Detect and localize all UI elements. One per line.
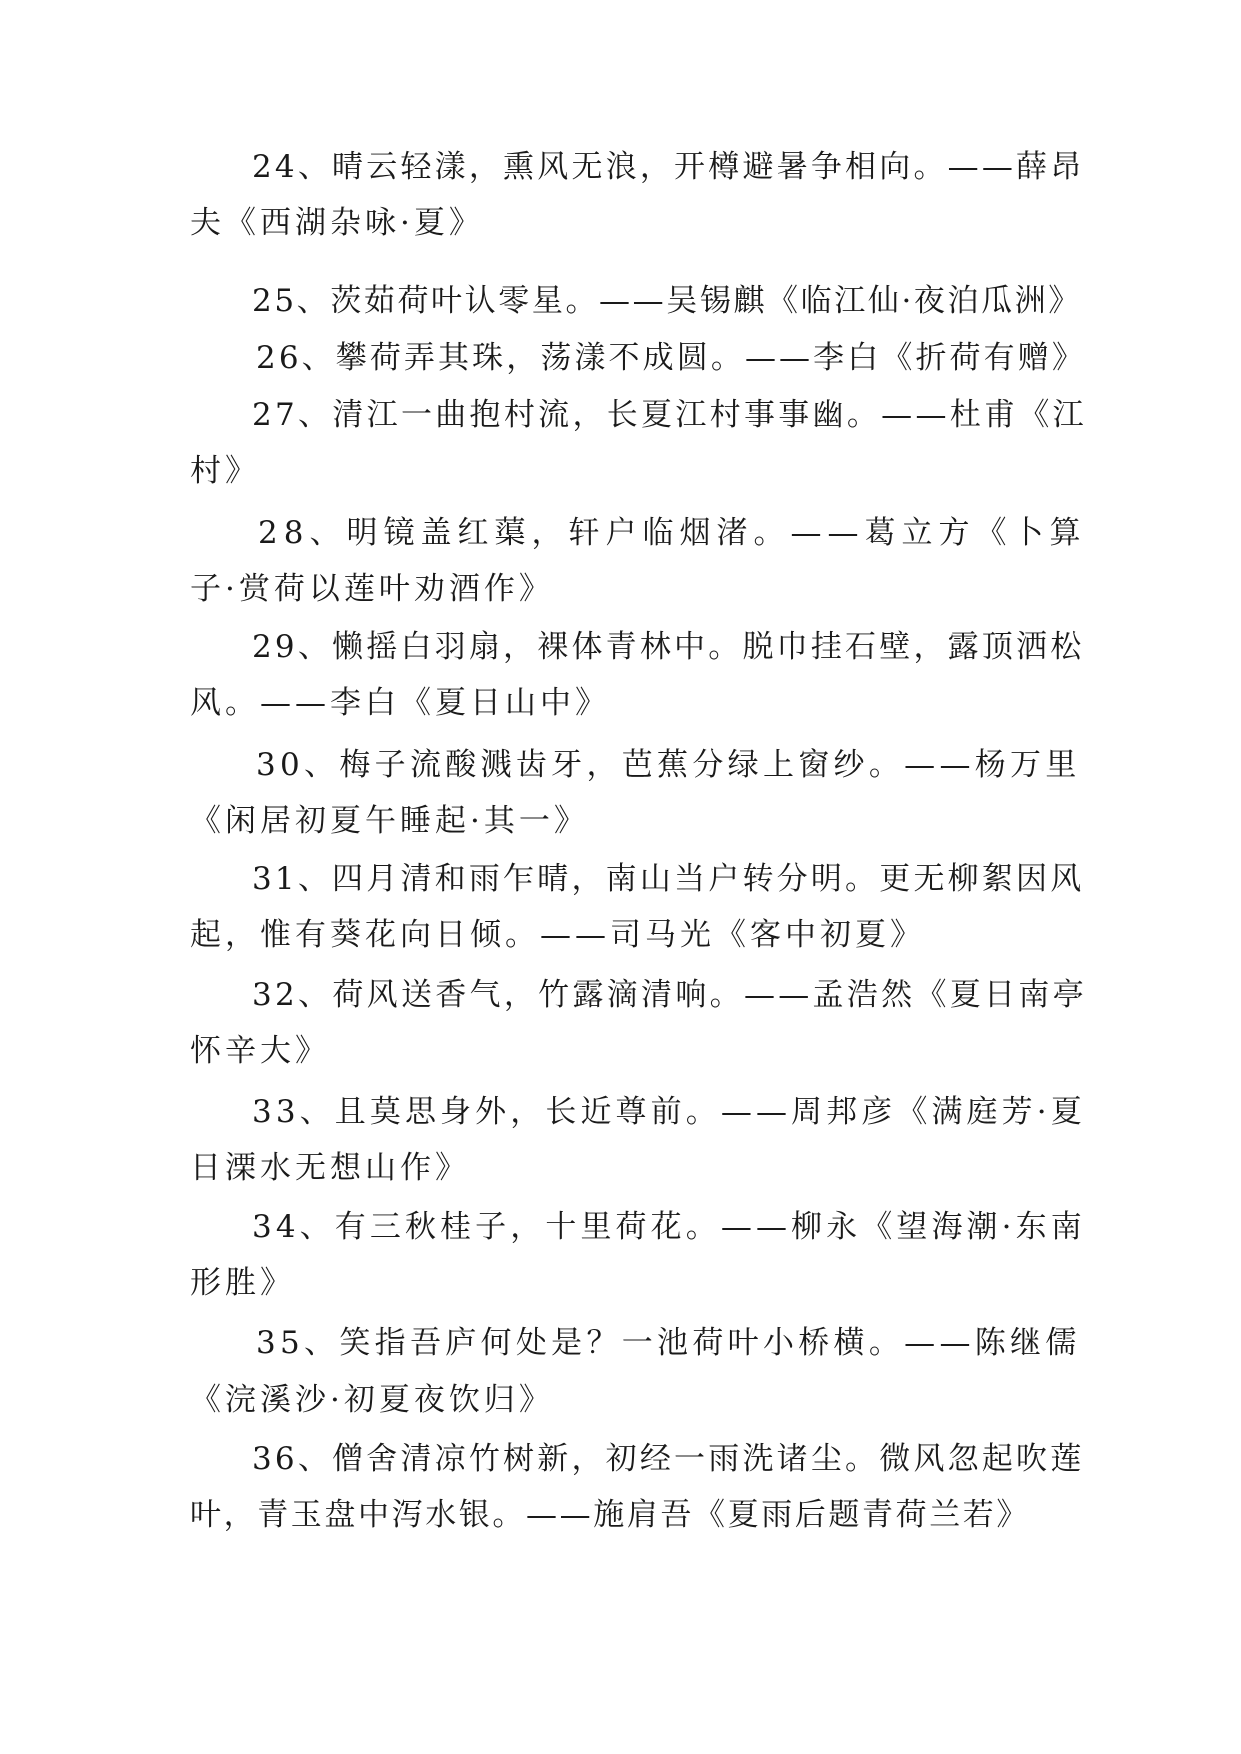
poem-line: 形胜》 [190,1265,295,1301]
poem-line: 怀辛大》 [190,1033,330,1069]
poem-line: 26、攀荷弄其珠，荡漾不成圆。——李白《折荷有赠》 [256,340,1086,376]
poem-line: 《闲居初夏午睡起·其一》 [190,803,589,839]
poem-line: 24、晴云轻漾，熏风无浪，开樽避暑争相向。——薛昂 [252,149,1085,185]
poem-line: 风。——李白《夏日山中》 [190,685,610,721]
poem-line: 29、懒摇白羽扇，裸体青林中。脱巾挂石壁，露顶洒松 [252,629,1085,665]
poem-line: 子·赏荷以莲叶劝酒作》 [190,571,554,607]
poem-line: 35、笑指吾庐何处是？一池荷叶小桥横。——陈继儒 [256,1325,1081,1361]
poem-line: 36、僧舍清凉竹树新，初经一雨洗诸尘。微风忽起吹莲 [252,1441,1085,1477]
poem-line: 夫《西湖杂咏·夏》 [190,205,484,241]
poem-line: 28、明镜盖红蕖，轩户临烟渚。——葛立方《卜算 [258,515,1087,551]
poem-line: 32、荷风送香气，竹露滴清响。——孟浩然《夏日南亭 [252,977,1087,1013]
poem-line: 25、茨茹荷叶认零星。——吴锡麒《临江仙·夜泊瓜洲》 [252,283,1082,319]
poem-line: 叶，青玉盘中泻水银。——施肩吾《夏雨后题青荷兰若》 [190,1497,1030,1533]
poem-line: 27、清江一曲抱村流，长夏江村事事幽。——杜甫《江 [252,397,1087,433]
poem-line: 30、梅子流酸溅齿牙，芭蕉分绿上窗纱。——杨万里 [256,747,1081,783]
poem-line: 《浣溪沙·初夏夜饮归》 [190,1382,554,1418]
poem-line: 34、有三秋桂子，十里荷花。——柳永《望海潮·东南 [252,1209,1086,1245]
poem-line: 日溧水无想山作》 [190,1150,470,1186]
poem-line: 起，惟有葵花向日倾。——司马光《客中初夏》 [190,917,925,953]
poem-line: 33、且莫思身外，长近尊前。——周邦彦《满庭芳·夏 [252,1094,1086,1130]
poem-line: 村》 [190,453,260,489]
poem-line: 31、四月清和雨乍晴，南山当户转分明。更无柳絮因风 [252,861,1085,897]
